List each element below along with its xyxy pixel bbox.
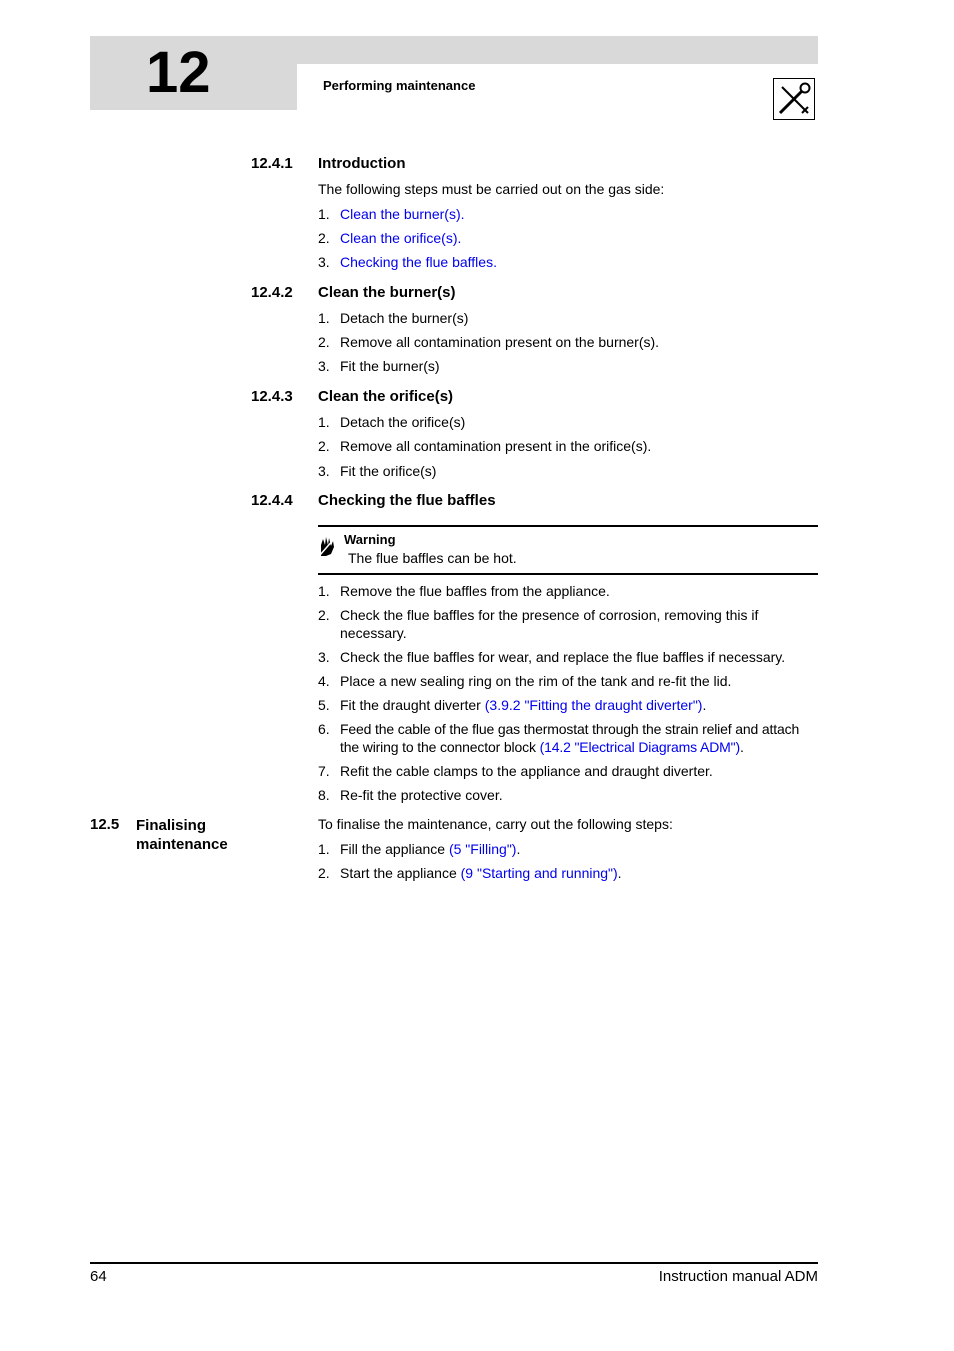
item-number: 1. xyxy=(318,310,330,326)
item-text: Re-fit the protective cover. xyxy=(340,787,503,803)
tools-icon xyxy=(773,78,815,120)
item-text-end: . xyxy=(740,739,744,755)
list-item xyxy=(318,762,818,780)
item-number: 3. xyxy=(318,649,330,665)
item-text: Detach the burner(s) xyxy=(340,310,469,326)
item-number: 6. xyxy=(318,721,330,737)
manual-title: Instruction manual ADM xyxy=(658,1268,818,1285)
item-number: 3. xyxy=(318,358,330,374)
section-number: 12.4.4 xyxy=(251,492,293,509)
item-number: 7. xyxy=(318,763,330,779)
item-text: Remove all contamination present on the burner(s). xyxy=(340,334,660,350)
list-item xyxy=(318,606,818,642)
list-item xyxy=(318,696,818,714)
list-item xyxy=(318,840,818,858)
page-number: 64 xyxy=(90,1268,107,1285)
link-clean-burner[interactable]: Clean the burner(s). xyxy=(340,206,465,222)
item-text-end: . xyxy=(516,841,521,857)
section-title: Clean the burner(s) xyxy=(318,284,456,301)
item-number: 4. xyxy=(318,673,330,689)
list-item xyxy=(318,205,818,223)
item-number: 1. xyxy=(318,414,330,430)
list-item xyxy=(318,437,818,455)
warning-title: Warning xyxy=(344,532,396,547)
list-item xyxy=(318,672,818,690)
list-item xyxy=(318,413,818,431)
item-number: 2. xyxy=(318,865,330,881)
item-text: Detach the orifice(s) xyxy=(340,414,466,430)
item-text: Check the flue baffles for the presence of corrosion, removing this if necessary. xyxy=(340,607,759,641)
item-number: 5. xyxy=(318,697,330,713)
list-item xyxy=(318,462,818,480)
list-item xyxy=(318,786,818,804)
link-electrical-diagrams[interactable]: (14.2 "Electrical Diagrams ADM") xyxy=(539,739,740,755)
item-text: Feed the cable of the flue gas thermostat through the strain relief and attach the wiring to the connector block xyxy=(340,721,800,755)
link-starting-and-running[interactable]: (9 "Starting and running") xyxy=(460,865,618,881)
list-item xyxy=(318,253,818,271)
item-text: Place a new sealing ring on the rim of the tank and re-fit the lid. xyxy=(340,673,732,689)
item-text-end: . xyxy=(702,697,707,713)
warning-box xyxy=(318,525,818,575)
item-number: 1. xyxy=(318,583,330,599)
item-text: Fill the appliance xyxy=(340,841,449,857)
section-title: Introduction xyxy=(318,155,406,172)
list-item xyxy=(318,720,818,756)
section-number: 12.4.2 xyxy=(251,284,293,301)
link-checking-flue-baffles[interactable]: Checking the flue baffles. xyxy=(340,254,497,270)
item-text: Fit the orifice(s) xyxy=(340,463,437,479)
item-text: Start the appliance xyxy=(340,865,461,881)
section-number: 12.4.1 xyxy=(251,155,293,172)
item-text-end: . xyxy=(617,865,622,881)
link-filling[interactable]: (5 "Filling") xyxy=(448,841,517,857)
footer-divider xyxy=(90,1262,818,1264)
chapter-title: Performing maintenance xyxy=(323,78,476,93)
list-item xyxy=(318,309,818,327)
list-item xyxy=(318,333,818,351)
item-number: 3. xyxy=(318,254,330,270)
item-number: 2. xyxy=(318,607,330,623)
warning-text: The flue baffles can be hot. xyxy=(348,550,517,566)
item-text: Remove all contamination present in the orifice(s). xyxy=(340,438,652,454)
list-item xyxy=(318,648,818,666)
intro-lead: The following steps must be carried out on the gas side: xyxy=(318,181,665,197)
item-text: Remove the flue baffles from the appliance. xyxy=(340,583,610,599)
item-number: 8. xyxy=(318,787,330,803)
item-text: Refit the cable clamps to the appliance and draught diverter. xyxy=(340,763,713,779)
item-number: 1. xyxy=(318,206,330,222)
list-item xyxy=(318,864,818,882)
link-fitting-draught-diverter[interactable]: (3.9.2 "Fitting the draught diverter") xyxy=(484,697,703,713)
item-text: Fit the draught diverter xyxy=(340,697,485,713)
item-number: 2. xyxy=(318,230,330,246)
item-text: Fit the burner(s) xyxy=(340,358,440,374)
chapter-number: 12 xyxy=(146,40,211,105)
item-number: 1. xyxy=(318,841,330,857)
item-number: 2. xyxy=(318,438,330,454)
item-number: 2. xyxy=(318,334,330,350)
list-item xyxy=(318,582,818,600)
finalising-lead: To finalise the maintenance, carry out the following steps: xyxy=(318,816,673,832)
item-text: Check the flue baffles for wear, and replace the flue baffles if necessary. xyxy=(340,649,786,665)
list-item xyxy=(318,229,818,247)
list-item xyxy=(318,357,818,375)
section-number: 12.5 xyxy=(90,816,120,833)
section-number: 12.4.3 xyxy=(251,388,293,405)
warning-hand-icon xyxy=(318,535,336,557)
section-title: Checking the flue baffles xyxy=(318,492,496,509)
section-title-finalising: Finalising maintenance xyxy=(136,817,228,853)
item-number: 3. xyxy=(318,463,330,479)
section-title: Clean the orifice(s) xyxy=(318,388,454,405)
link-clean-orifice[interactable]: Clean the orifice(s). xyxy=(340,230,462,246)
